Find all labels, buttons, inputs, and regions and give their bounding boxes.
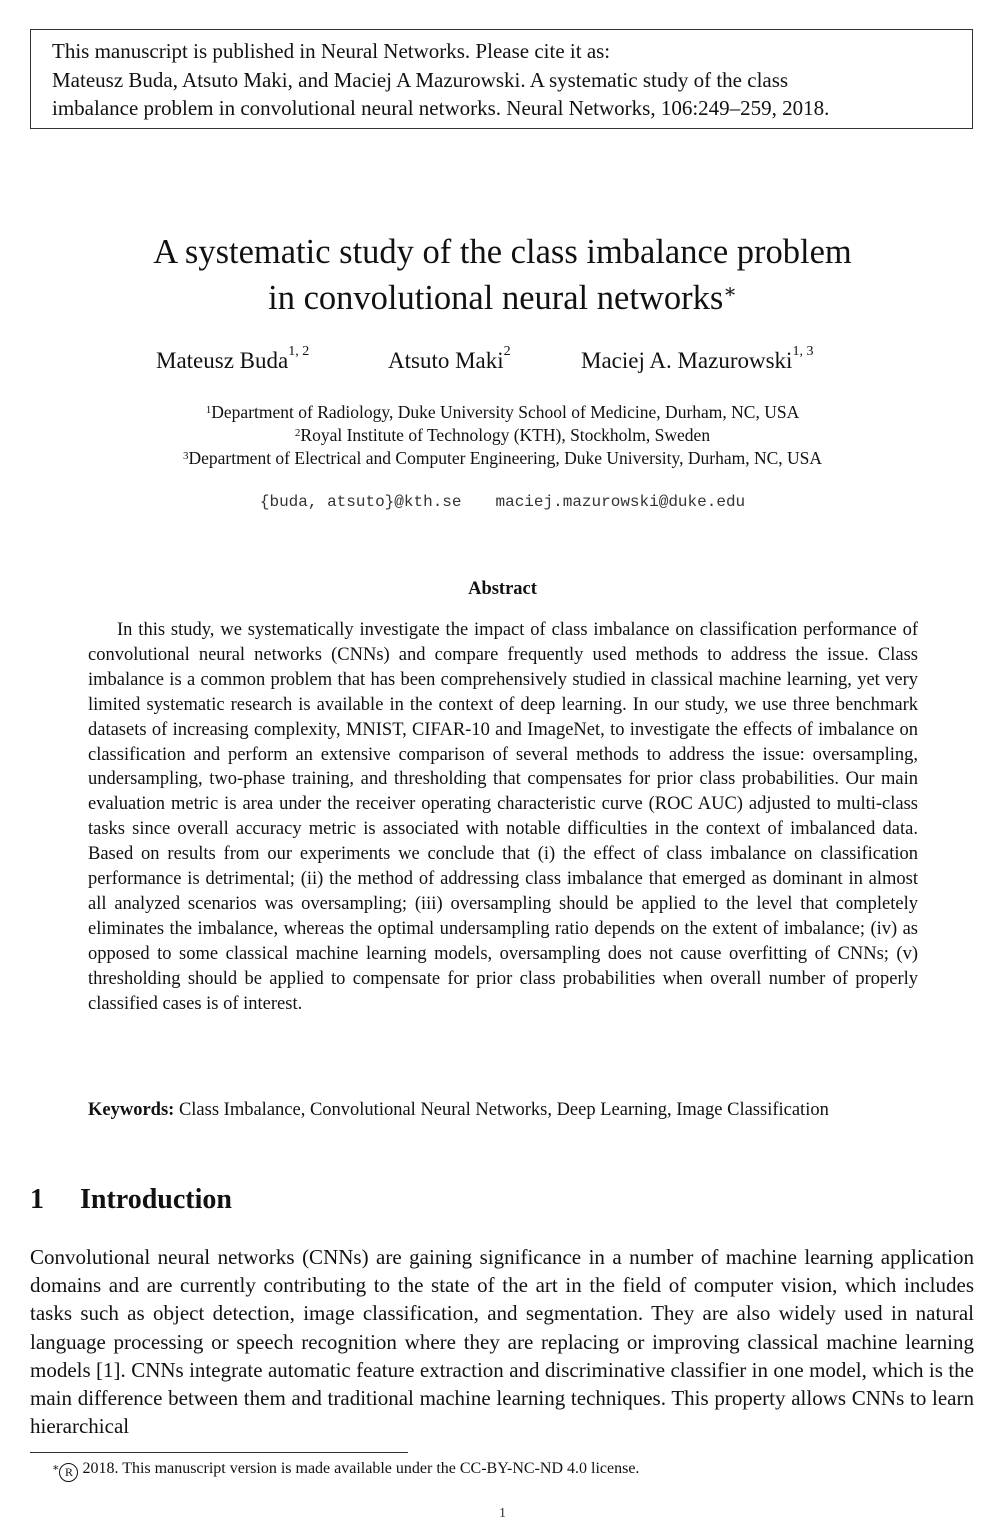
affiliation-mark: 3 xyxy=(182,450,189,462)
keywords xyxy=(88,1098,918,1123)
author-name: Mateusz Buda xyxy=(156,348,289,373)
registered-symbol: R xyxy=(59,1463,78,1482)
title-footnote-mark: ∗ xyxy=(723,281,737,303)
keywords-text: Class Imbalance, Convolutional Neural Networks, Deep Learning, Image Classification xyxy=(178,1100,829,1120)
footnote-text: 2018. This manuscript version is made available under the CC-BY-NC-ND 4.0 license. xyxy=(82,1460,640,1477)
section-number: 1 xyxy=(30,1184,44,1215)
author-affiliation-mark: 1, 3 xyxy=(792,344,814,359)
author-affiliation-mark: 2 xyxy=(503,344,511,359)
introduction-body xyxy=(30,1243,974,1440)
footnote-rule xyxy=(30,1452,408,1453)
keywords-label: Keywords: xyxy=(88,1100,175,1120)
citation-notice-line-1: This manuscript is published in Neural Networks. Please cite it as: xyxy=(52,39,611,63)
abstract-text: In this study, we systematically investigate the impact of class imbalance on classification performance of convolutional neural networks (CNNs) and compare frequently used methods to address the issue. Class imbalance is a common problem that has been comprehensively studied in classical machine learning, yet very limited systematic research is available in the context of deep learning. In our study, we use three benchmark datasets of increasing complexity, MNIST, CIFAR-10 and ImageNet, to investigate the effects of imbalance on classification and perform an extensive comparison of several methods to address the issue: oversampling, undersampling, two-phase training, and thresholding that compensates for prior class probabilities. Our main evaluation metric is area under the receiver operating characteristic curve (ROC AUC) adjusted to multi-class tasks since overall accuracy metric is associated with notable difficulties in the context of imbalanced data. Based on results from our experiments we conclude that (i) the effect of class imbalance on classification performance is detrimental; (ii) the method of addressing class imbalance that emerged as dominant in almost all analyzed scenarios was oversampling; (iii) oversampling should be applied to the level that completely eliminates the imbalance, whereas the optimal undersampling ratio depends on the extent of imbalance; (iv) as opposed to some classical machine learning models, oversampling does not cause overfitting of CNNs; (v) thresholding should be applied to compensate for prior class probabilities when overall number of properly classified cases is of interest. xyxy=(88,620,918,1014)
author-1 xyxy=(156,344,310,374)
introduction-paragraph: Convolutional neural networks (CNNs) are gaining significance in a number of machine learning application domains and are currently contributing to the state of the art in the field of computer vision, which includes tasks such as object detection, image classification, and segmentation. They are also widely used in natural language processing or speech recognition where they are replacing or improving classical machine learning models [1]. CNNs integrate automatic feature extraction and discriminative classifier in one model, which is the main difference between them and traditional machine learning techniques. This property allows CNNs to learn hierarchical xyxy=(30,1245,974,1439)
author-2 xyxy=(388,344,511,374)
affiliation-text: Department of Radiology, Duke University School of Medicine, Durham, NC, USA xyxy=(211,402,800,422)
affiliation-text: Department of Electrical and Computer Engineering, Duke University, Durham, NC, USA xyxy=(188,448,823,468)
paper-title-line-2 xyxy=(0,275,1005,321)
abstract-heading: Abstract xyxy=(468,579,537,599)
paper-title xyxy=(0,229,1005,321)
affiliation-mark: 2 xyxy=(294,427,301,439)
author-3 xyxy=(581,344,814,374)
author-name: Maciej A. Mazurowski xyxy=(581,348,793,373)
affiliation-3 xyxy=(0,447,1005,470)
section-heading xyxy=(30,1184,232,1216)
email-duke[interactable]: maciej.mazurowski@duke.edu xyxy=(495,493,746,511)
email-addresses xyxy=(0,493,1005,511)
affiliation-mark: 1 xyxy=(205,404,212,416)
citation-notice-line-3: imbalance problem in convolutional neural networks. Neural Networks, 106:249–259, 2018. xyxy=(52,96,830,120)
author-name: Atsuto Maki xyxy=(388,348,504,373)
page-number: 1 xyxy=(499,1506,506,1521)
email-kth[interactable]: {buda, atsuto}@kth.se xyxy=(259,493,462,511)
author-affiliation-mark: 1, 2 xyxy=(288,344,310,359)
affiliation-1 xyxy=(0,401,1005,424)
footnote-mark: ∗ xyxy=(52,1462,60,1474)
paper-title-line-1: A systematic study of the class imbalance problem xyxy=(153,233,852,271)
section-title: Introduction xyxy=(80,1184,232,1215)
affiliation-2 xyxy=(0,424,1005,447)
footnote xyxy=(52,1458,639,1482)
affiliation-text: Royal Institute of Technology (KTH), Stockholm, Sweden xyxy=(300,425,711,445)
paper-title-line-2-text: in convolutional neural networks xyxy=(268,279,724,317)
abstract-body xyxy=(88,618,918,1017)
affiliation-list xyxy=(0,401,1005,470)
citation-notice-box xyxy=(30,29,973,129)
citation-notice-line-2: Mateusz Buda, Atsuto Maki, and Maciej A Mazurowski. A systematic study of the class xyxy=(52,67,789,92)
